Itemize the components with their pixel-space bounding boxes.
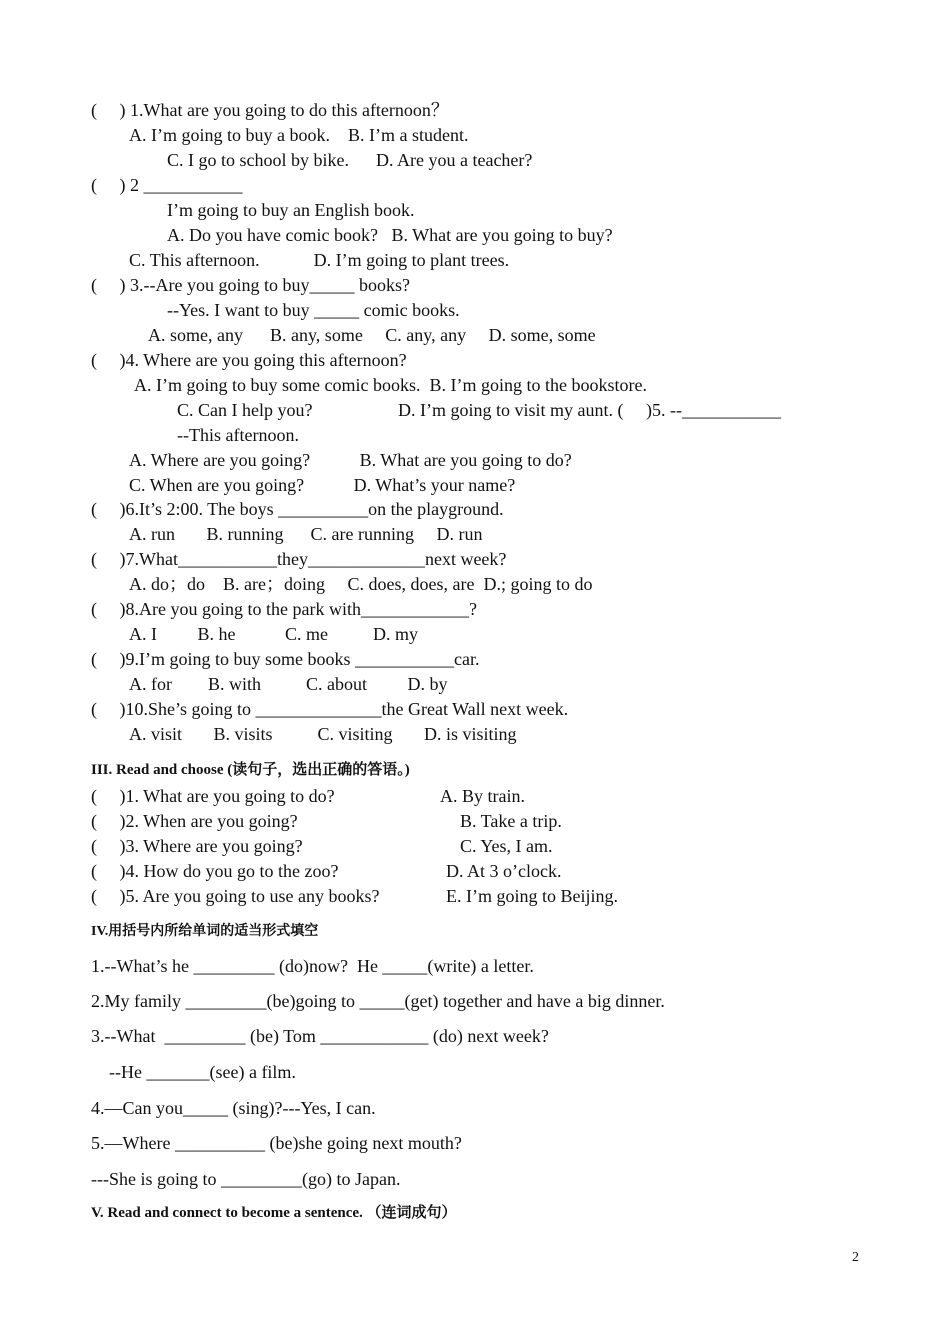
question-7-options: A. do；do B. are；doing C. does, does, are D.; going to do xyxy=(129,574,593,594)
question-6-options: A. run B. running C. are running D. run xyxy=(129,524,483,544)
fill-line-3-answer: --He _______(see) a film. xyxy=(109,1062,296,1082)
match-question-5: ( )5. Are you going to use any books? xyxy=(91,886,380,906)
question-10: ( )10.She’s going to ______________the Great Wall next week. xyxy=(91,699,569,719)
section-5-heading: V. Read and connect to become a sentence. （连词成句） xyxy=(91,1205,457,1221)
match-question-4: ( )4. How do you go to the zoo? xyxy=(91,861,339,881)
fill-line-3: 3.--What _________ (be) Tom ____________ (do) next week? xyxy=(91,1026,549,1046)
question-2: ( ) 2 ___________ xyxy=(91,175,243,195)
question-3-answer: --Yes. I want to buy _____ comic books. xyxy=(167,300,460,320)
match-question-3: ( )3. Where are you going? xyxy=(91,836,303,856)
question-2-options-cd: C. This afternoon. D. I’m going to plant trees. xyxy=(129,250,510,270)
question-5-options-cd: C. When are you going? D. What’s your name? xyxy=(129,475,516,495)
question-9-options: A. for B. with C. about D. by xyxy=(129,674,448,694)
match-answer-a: A. By train. xyxy=(440,786,525,806)
question-2-prompt: I’m going to buy an English book. xyxy=(167,200,415,220)
question-4-options-cd-question-5: C. Can I help you? D. I’m going to visit my aunt. ( )5. --___________ xyxy=(177,400,781,420)
fill-line-5: 5.—Where __________ (be)she going next mouth? xyxy=(91,1133,462,1153)
question-3-options: A. some, any B. any, some C. any, any D. some, some xyxy=(148,325,596,345)
question-7: ( )7.What___________they_____________next week? xyxy=(91,549,507,569)
match-answer-c: C. Yes, I am. xyxy=(460,836,553,856)
question-4-options-ab: A. I’m going to buy some comic books. B. I’m going to the bookstore. xyxy=(134,375,647,395)
question-1: ( ) 1.What are you going to do this afternoon？ xyxy=(91,100,449,120)
fill-line-2: 2.My family _________(be)going to _____(get) together and have a big dinner. xyxy=(91,991,665,1011)
match-answer-b: B. Take a trip. xyxy=(460,811,562,831)
question-5-options-ab: A. Where are you going? B. What are you going to do? xyxy=(129,450,572,470)
match-question-2: ( )2. When are you going? xyxy=(91,811,298,831)
question-3: ( ) 3.--Are you going to buy_____ books? xyxy=(91,275,410,295)
question-8: ( )8.Are you going to the park with____________? xyxy=(91,599,477,619)
question-1-options-ab: A. I’m going to buy a book. B. I’m a student. xyxy=(129,125,469,145)
question-2-options-ab: A. Do you have comic book? B. What are you going to buy? xyxy=(167,225,613,245)
question-9: ( )9.I’m going to buy some books ___________car. xyxy=(91,649,480,669)
section-4-heading: IV.用括号内所给单词的适当形式填空 xyxy=(91,924,319,939)
question-10-options: A. visit B. visits C. visiting D. is visiting xyxy=(129,724,517,744)
question-8-options: A. I B. he C. me D. my xyxy=(129,624,418,644)
question-1-options-cd: C. I go to school by bike. D. Are you a teacher? xyxy=(167,150,533,170)
section-3-heading: III. Read and choose (读句子，选出正确的答语。) xyxy=(91,762,410,778)
fill-line-5-answer: ---She is going to _________(go) to Japan. xyxy=(91,1169,401,1189)
page-number: 2 xyxy=(852,1250,859,1265)
match-answer-d: D. At 3 o’clock. xyxy=(446,861,562,881)
match-question-1: ( )1. What are you going to do? xyxy=(91,786,335,806)
question-6: ( )6.It’s 2:00. The boys __________on the playground. xyxy=(91,499,504,519)
question-5-answer: --This afternoon. xyxy=(177,425,299,445)
fill-line-4: 4.—Can you_____ (sing)?---Yes, I can. xyxy=(91,1098,376,1118)
match-answer-e: E. I’m going to Beijing. xyxy=(446,886,618,906)
fill-line-1: 1.--What’s he _________ (do)now? He _____(write) a letter. xyxy=(91,956,534,976)
question-4: ( )4. Where are you going this afternoon? xyxy=(91,350,407,370)
